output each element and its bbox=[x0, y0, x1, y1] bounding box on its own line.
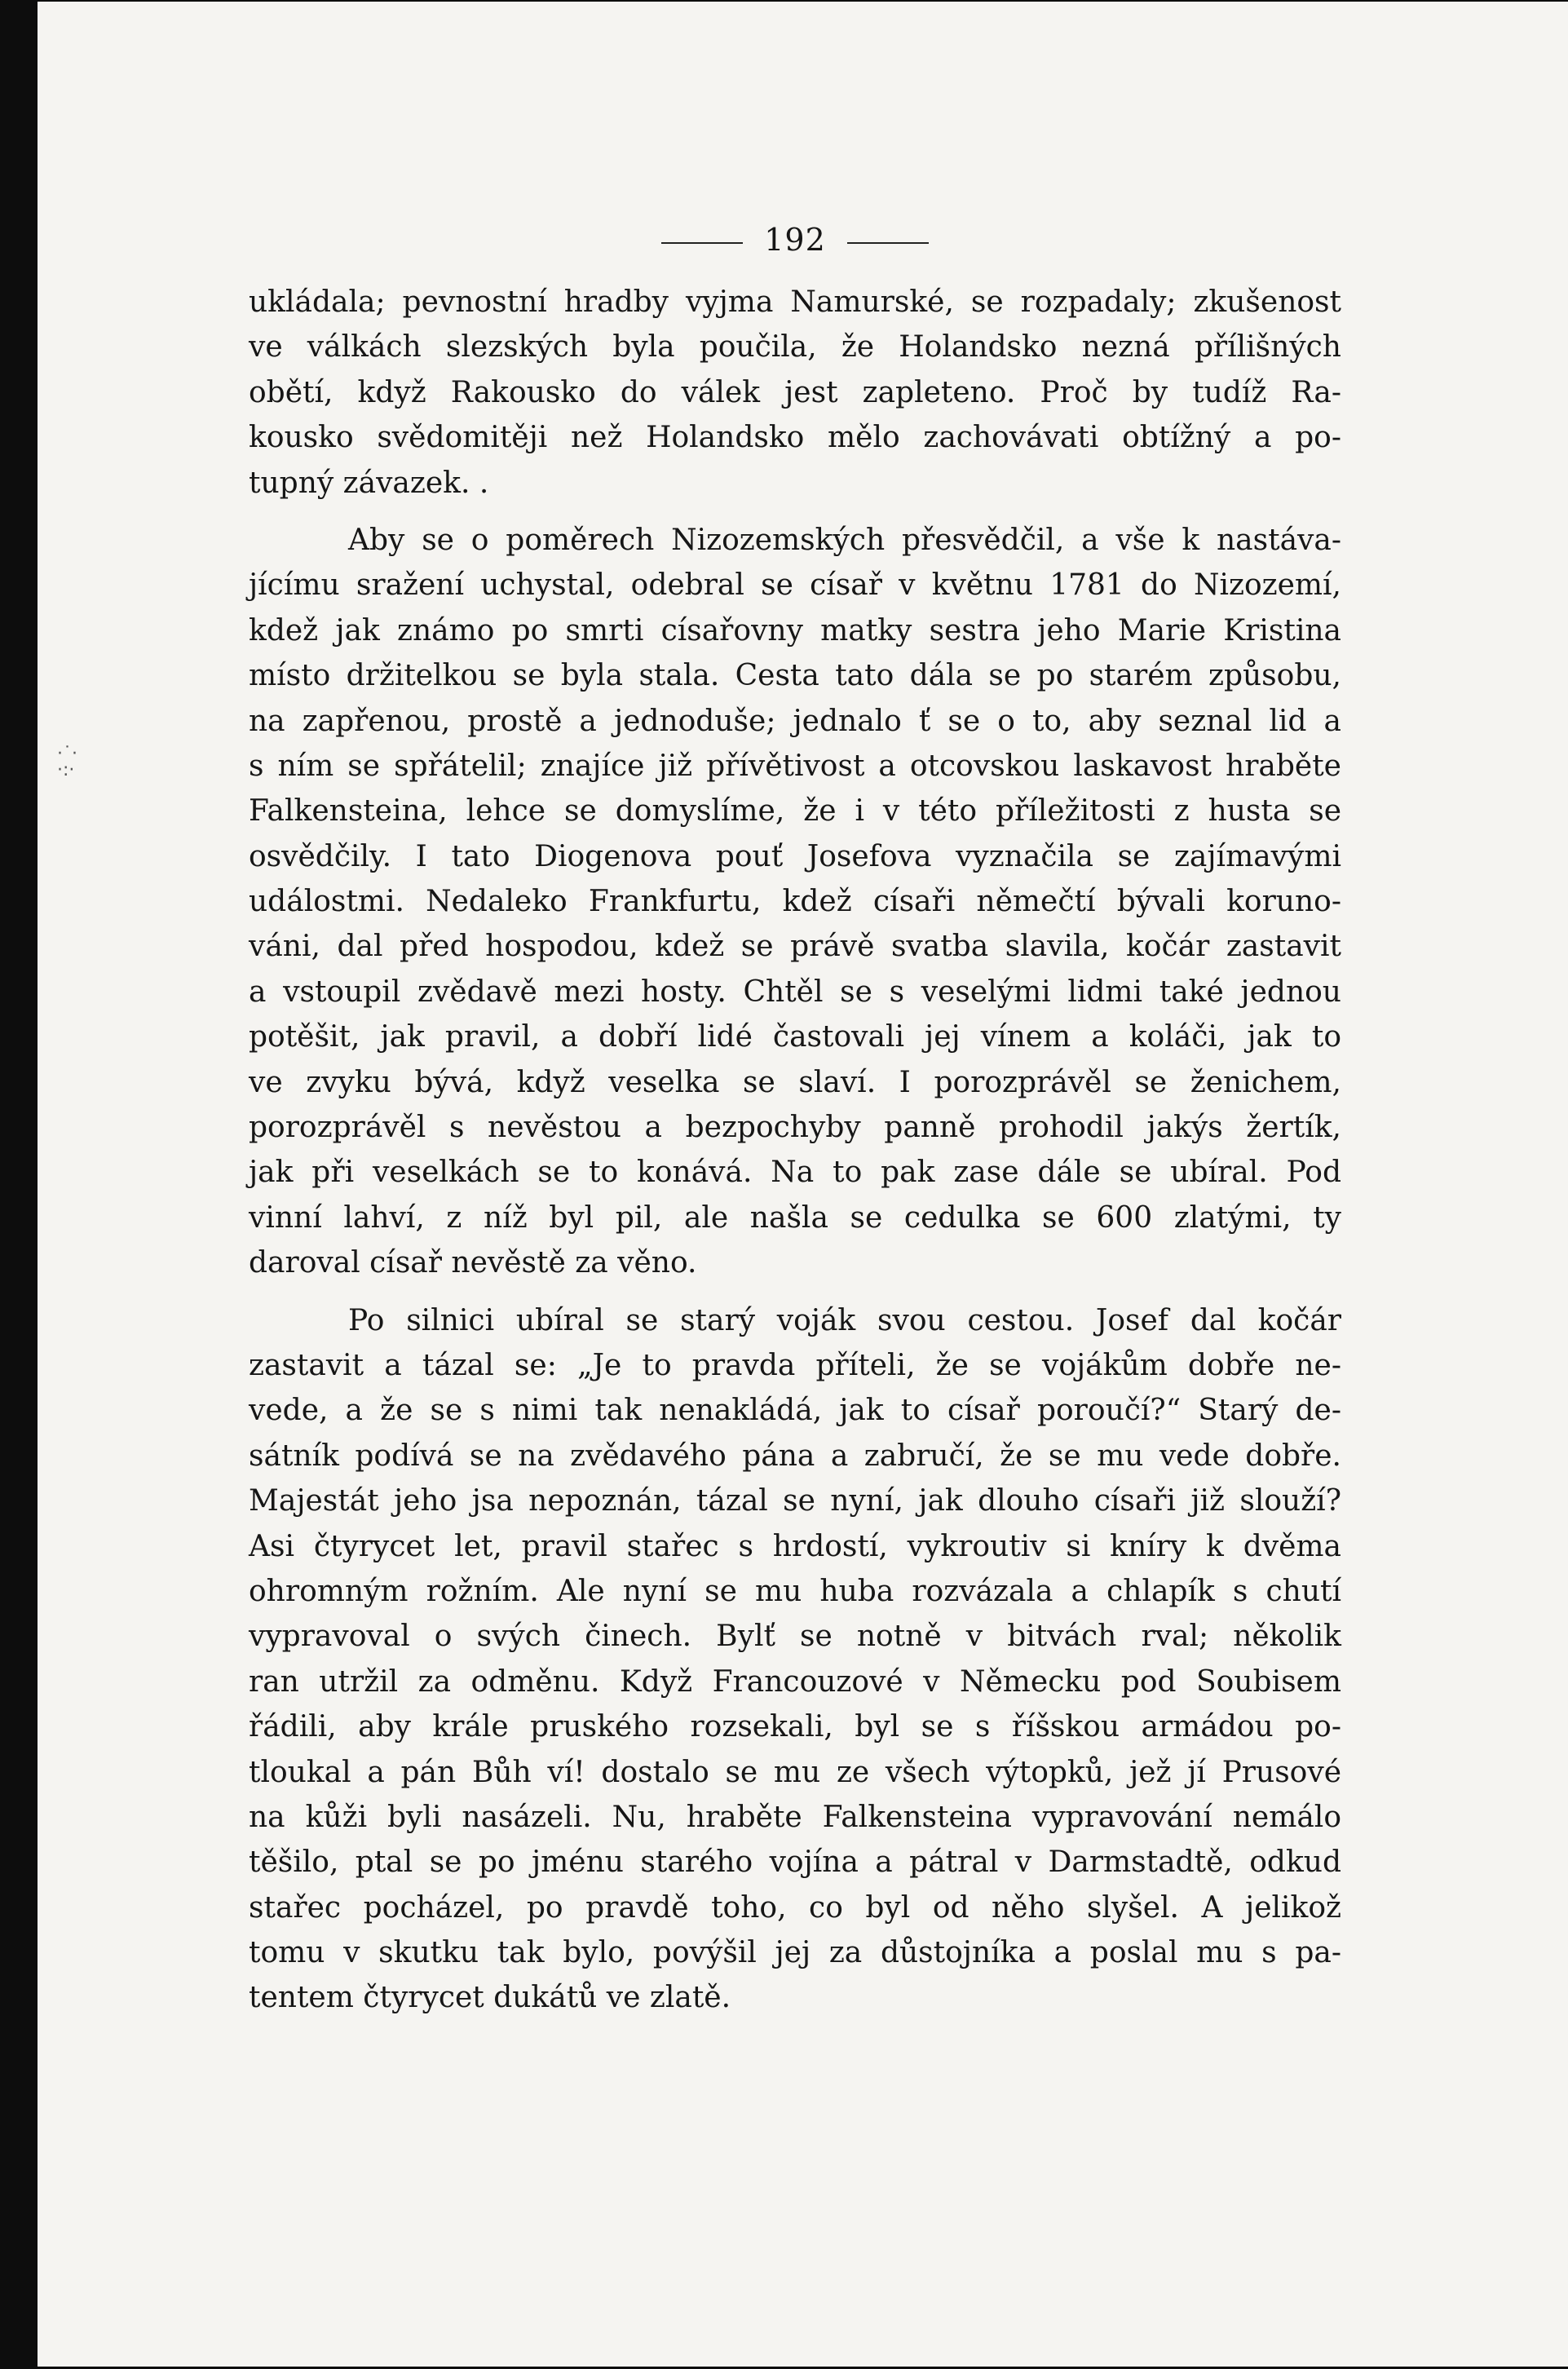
text-line: daroval císař nevěstě za věno. bbox=[249, 1246, 697, 1280]
text-line: tupný závazek. . bbox=[249, 466, 489, 500]
text-line: těšilo, ptal se po jménu starého vojína a pátral v Darmstadtě, odkud bbox=[249, 1845, 1341, 1880]
text-line: Falkensteina, lehce se domyslíme, že i v této příležitosti z husta se bbox=[249, 794, 1341, 829]
paragraph-2 bbox=[249, 518, 1341, 1286]
text-line: Aby se o poměrech Nizozemských přesvědčil, a vše k nastáva- bbox=[348, 523, 1341, 557]
text-line: jak při veselkách se to konává. Na to pak zase dále se ubíral. Pod bbox=[249, 1156, 1341, 1190]
text-line: zastavit a tázal se: „Je to pravda příteli, že se vojákům dobře ne- bbox=[249, 1348, 1341, 1382]
text-line: vinní lahví, z níž byl pil, ale našla se cedulka se 600 zlatými, ty bbox=[249, 1200, 1341, 1235]
text-line: ohromným rožním. Ale nyní se mu huba rozvázala a chlapík s chutí bbox=[249, 1574, 1341, 1608]
text-line: osvědčily. I tato Diogenova pouť Josefova vyznačila se zajímavými bbox=[249, 839, 1341, 873]
text-line: kousko svědomitěji než Holandsko mělo zachovávati obtížný a po- bbox=[249, 421, 1341, 455]
text-line: řádili, aby krále pruského rozsekali, byl se s říšskou armádou po- bbox=[249, 1710, 1341, 1744]
text-line: tentem čtyrycet dukátů ve zlatě. bbox=[249, 1981, 731, 2015]
text-line: vypravoval o svých činech. Bylť se notně v bitvách rval; několik bbox=[249, 1620, 1341, 1654]
text-line: potěšit, jak pravil, a dobří lidé častovali jej vínem a koláči, jak to bbox=[249, 1020, 1341, 1054]
text-line: tloukal a pán Bůh ví! dostalo se mu ze všech výtopků, jež jí Prusové bbox=[249, 1755, 1341, 1789]
text-line: vede, a že se s nimi tak nenakládá, jak to císař poroučí?“ Starý de- bbox=[249, 1394, 1341, 1428]
text-line: ve zvyku bývá, když veselka se slaví. I porozprávěl se ženichem, bbox=[249, 1065, 1341, 1099]
text-line: s ním se spřátelil; znajíce již přívětivost a otcovskou laskavost hraběte bbox=[249, 749, 1341, 783]
text-line: Majestát jeho jsa nepoznán, tázal se nyní, jak dlouho císaři již slouží? bbox=[249, 1484, 1341, 1518]
text-line: obětí, když Rakousko do válek jest zapleteno. Proč by tudíž Ra- bbox=[249, 375, 1341, 409]
text-line: událostmi. Nedaleko Frankfurtu, kdež císaři němečtí bývali koruno- bbox=[249, 885, 1341, 919]
text-line: a vstoupil zvědavě mezi hosty. Chtěl se s veselými lidmi také jednou bbox=[249, 975, 1341, 1009]
edge-ink-specks: ·˙· ·:· bbox=[57, 744, 77, 780]
text-line: na zapřenou, prostě a jednoduše; jednalo ť se o to, aby seznal lid a bbox=[249, 704, 1341, 738]
text-line: porozprávěl s nevěstou a bezpochyby panně prohodil jakýs žertík, bbox=[249, 1111, 1341, 1145]
text-line: ve válkách slezských byla poučila, že Holandsko nezná přílišných bbox=[249, 330, 1341, 365]
page-text bbox=[249, 200, 1341, 2021]
rule-right bbox=[847, 242, 929, 244]
paragraph-gap bbox=[249, 506, 1341, 518]
text-line: na kůži byli nasázeli. Nu, hraběte Falkensteina vypravování nemálo bbox=[249, 1800, 1341, 1834]
text-line: jícímu sražení uchystal, odebral se císař v květnu 1781 do Nizozemí, bbox=[249, 568, 1341, 603]
text-line: Po silnici ubíral se starý voják svou cestou. Josef dal kočár bbox=[348, 1303, 1341, 1337]
text-line: váni, dal před hospodou, kdež se právě svatba slavila, kočár zastavit bbox=[249, 930, 1341, 964]
text-line: ran utržil za odměnu. Když Francouzové v Německu pod Soubisem bbox=[249, 1664, 1341, 1699]
paragraph-3 bbox=[249, 1298, 1341, 2021]
page-number: 192 bbox=[764, 222, 826, 258]
text-line: stařec pocházel, po pravdě toho, co byl od něho slyšel. A jelikož bbox=[249, 1890, 1341, 1925]
text-line: sátník podívá se na zvědavého pána a zabručí, že se mu vede dobře. bbox=[249, 1439, 1341, 1473]
page-number-header bbox=[249, 200, 1341, 280]
text-line: tomu v skutku tak bylo, povýšil jej za důstojníka a poslal mu s pa- bbox=[249, 1936, 1341, 1970]
paragraph-gap bbox=[249, 1286, 1341, 1298]
rule-left bbox=[661, 242, 743, 244]
text-line: ukládala; pevnostní hradby vyjma Namurské, se rozpadaly; zkušenost bbox=[249, 285, 1341, 319]
text-line: místo držitelkou se byla stala. Cesta tato dála se po starém způsobu, bbox=[249, 659, 1341, 693]
paragraph-1 bbox=[249, 280, 1341, 506]
text-line: Asi čtyrycet let, pravil stařec s hrdostí, vykroutiv si kníry k dvěma bbox=[249, 1529, 1341, 1563]
text-line: kdež jak známo po smrti císařovny matky sestra jeho Marie Kristina bbox=[249, 613, 1341, 647]
